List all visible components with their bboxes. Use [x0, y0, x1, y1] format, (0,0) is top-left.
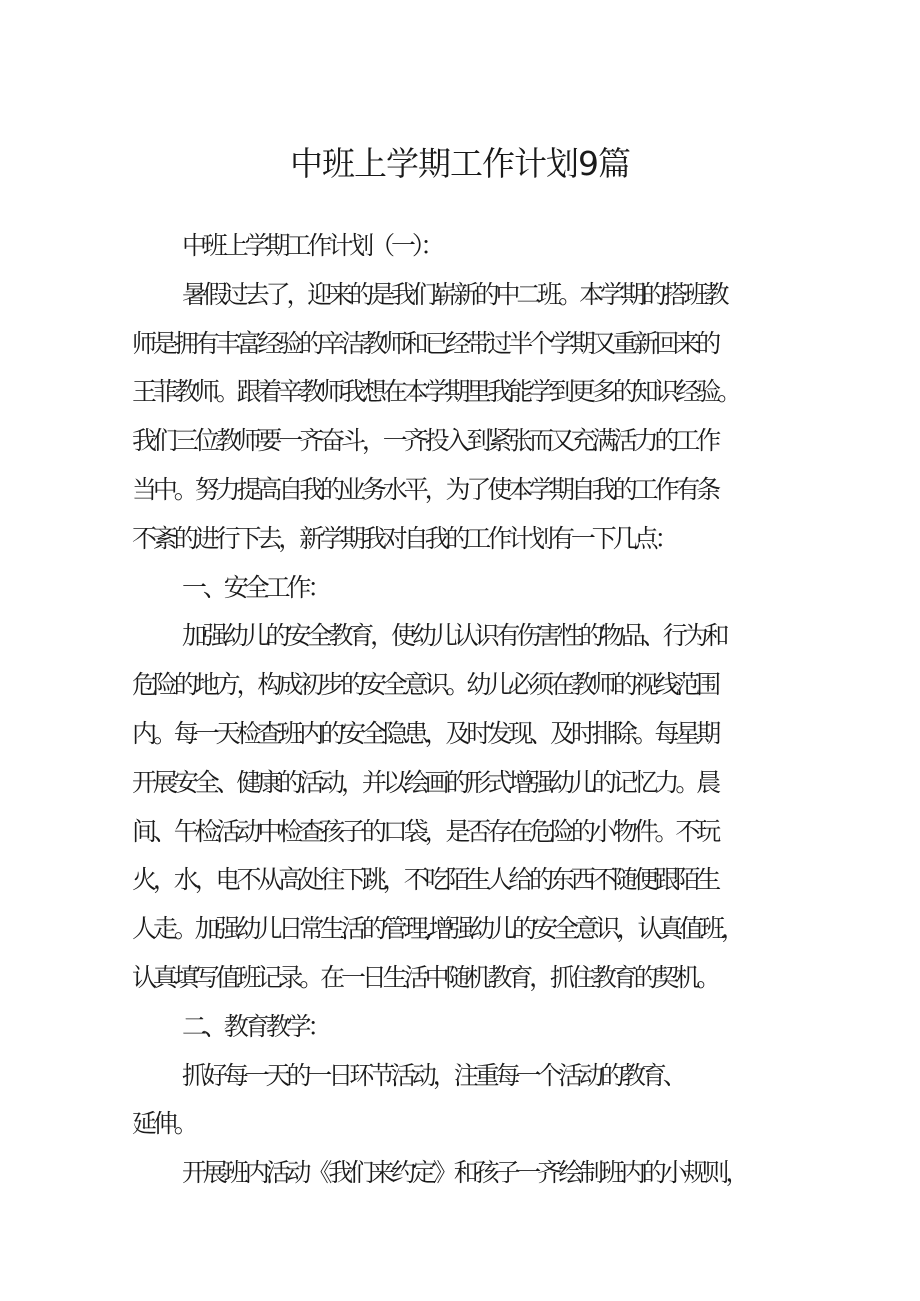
- text-line: 火，水，电不从高处往下跳，不吃陌生人给的东西不随便跟陌生: [132, 865, 718, 895]
- text-line: 师是拥有丰富经验的辛洁教师和已经带过半个学期又重新回来的: [132, 328, 718, 358]
- text-line: 二、教育教学：: [182, 1011, 329, 1041]
- document-body: [132, 222, 812, 1198]
- text-line: 间、午检活动中检查孩子的口袋，是否存在危险的小物件。不玩: [132, 816, 718, 846]
- text-line: 危险的地方，构成初步的安全意识。幼儿必须在教师的视线范围: [132, 670, 718, 700]
- text-line: 暑假过去了，迎来的是我们崭新的中二班。本学期的搭班教: [182, 279, 726, 309]
- text-line: 王菲教师。跟着辛教师我想在本学期里我能学到更多的知识经验。: [132, 377, 739, 407]
- text-line: 人走。加强幼儿日常生活的管理,增强幼儿的安全意识，认真值班，: [132, 914, 742, 944]
- text-line: 延伸。: [132, 1109, 195, 1139]
- text-line: 加强幼儿的安全教育，使幼儿认识有伤害性的物品、行为和: [182, 621, 726, 651]
- text-line: 内。每一天检查班内的安全隐患，及时发现、及时排除。每星期: [132, 718, 718, 748]
- text-line: 开展班内活动《我们来约定》和孩子一齐绘制班内的小规则，: [182, 1158, 747, 1188]
- text-line: 认真填写值班记录。在一日生活中随机教育，抓住教育的契机。: [132, 962, 718, 992]
- text-line: 开展安全、健康的活动，并以绘画的形式增强幼儿的记忆力。晨: [132, 767, 718, 797]
- text-line: 抓好每一天的一日环节活动，注重每一个活动的教育、: [182, 1060, 684, 1090]
- text-line: 当中。努力提高自我的业务水平，为了使本学期自我的工作有条: [132, 474, 718, 504]
- document-title: 中班上学期工作计划9篇: [290, 144, 630, 183]
- text-line: 我们三位教师要一齐奋斗，一齐投入到紧张而又充满活力的工作: [132, 426, 718, 456]
- text-line: 中班上学期工作计划（一）：: [182, 231, 442, 260]
- text-line: 一、安全工作：: [182, 572, 329, 602]
- text-line: 不紊的进行下去，新学期我对自我的工作计划有一下几点：: [132, 523, 676, 553]
